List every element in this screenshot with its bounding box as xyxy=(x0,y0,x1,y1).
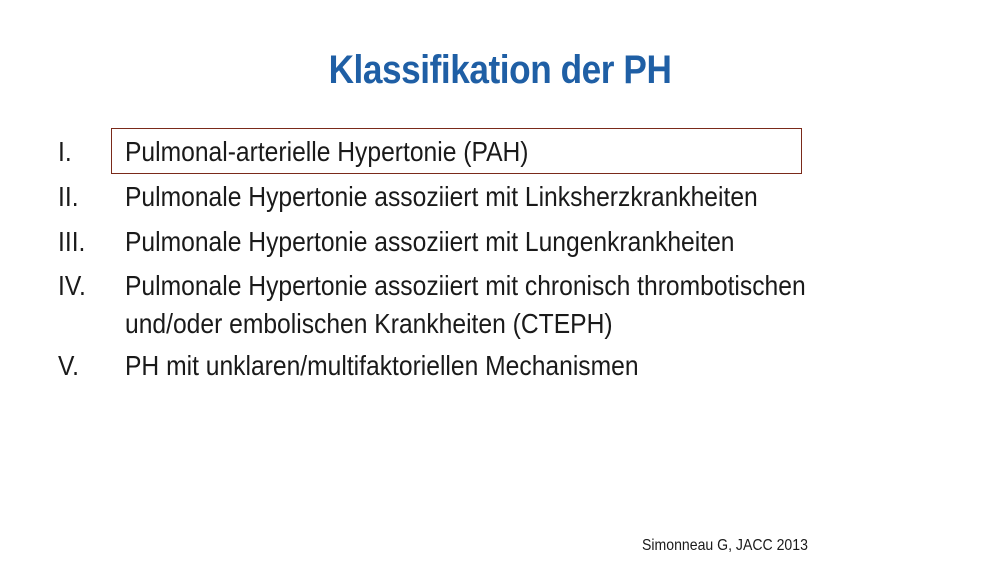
list-text: PH mit unklaren/multifaktoriellen Mechanismen xyxy=(125,350,639,381)
list-text: und/oder embolischen Krankheiten (CTEPH) xyxy=(125,308,613,339)
list-text: Pulmonale Hypertonie assoziiert mit Linksherzkrankheiten xyxy=(125,181,758,212)
list-text: Pulmonal-arterielle Hypertonie (PAH) xyxy=(125,136,529,167)
slide-title: Klassifikation der PH xyxy=(328,48,672,92)
list-numeral: IV. xyxy=(58,270,86,301)
list-numeral: II. xyxy=(58,181,79,212)
list-text: Pulmonale Hypertonie assoziiert mit chronisch thrombotischen xyxy=(125,270,806,301)
list-numeral: I. xyxy=(58,136,72,167)
list-text: Pulmonale Hypertonie assoziiert mit Lungenkrankheiten xyxy=(125,226,735,257)
list-numeral: III. xyxy=(58,226,86,257)
citation: Simonneau G, JACC 2013 xyxy=(642,537,808,554)
list-numeral: V. xyxy=(58,350,80,381)
